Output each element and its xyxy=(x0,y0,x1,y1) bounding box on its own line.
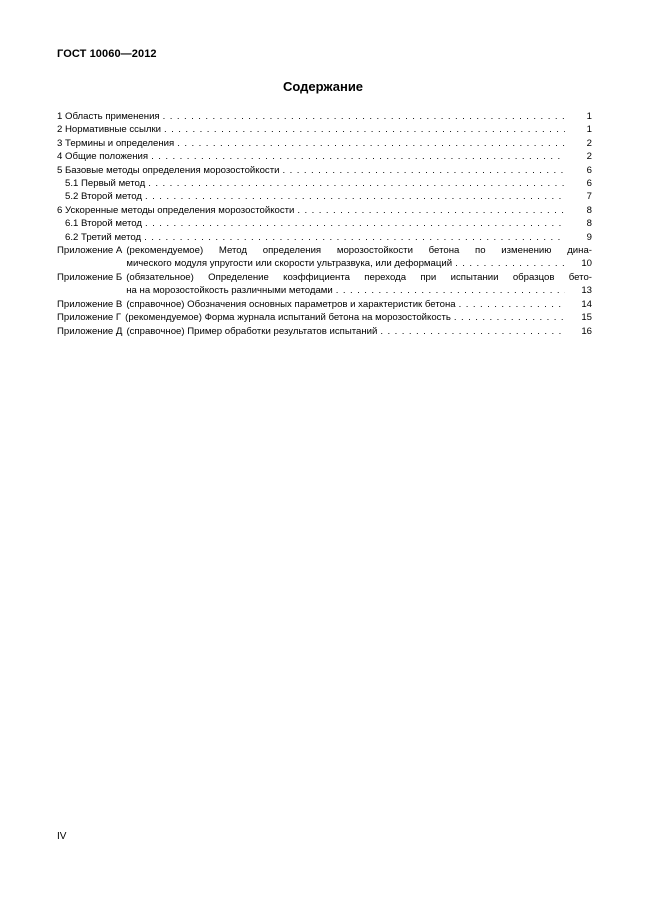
appendix-body xyxy=(126,271,592,298)
toc-entry-text: 2 Нормативные ссылки xyxy=(57,124,162,136)
dot-leader xyxy=(151,150,565,163)
dot-leader xyxy=(455,257,565,270)
toc-page-number: 2 xyxy=(586,137,592,149)
appendix-body xyxy=(126,298,592,311)
appendix-title-line-last xyxy=(126,284,592,297)
appendix-title-text: (рекомендуемое) Форма журнала испытаний бетона на морозостойкость xyxy=(125,312,451,324)
toc-appendix-d[interactable] xyxy=(57,325,592,338)
appendix-label: Приложение Г xyxy=(57,312,122,324)
toc-page-number: 8 xyxy=(586,204,592,216)
toc-page-number: 7 xyxy=(586,191,592,203)
dot-leader xyxy=(297,204,565,217)
toc-subentry[interactable] xyxy=(57,177,592,190)
toc-entry[interactable] xyxy=(57,123,592,136)
appendix-title-text: (справочное) Обозначения основных параметров и характеристик бетона xyxy=(126,298,456,310)
dot-leader xyxy=(380,325,565,338)
dot-leader xyxy=(282,164,565,177)
toc-subentry[interactable] xyxy=(57,190,592,203)
toc-entry-text: 6 Ускоренные методы определения морозостойкости xyxy=(57,204,295,216)
dot-leader xyxy=(164,123,565,136)
dot-leader xyxy=(148,177,565,190)
appendix-title-line-last xyxy=(126,325,592,338)
dot-leader xyxy=(145,190,565,203)
toc-page-number: 1 xyxy=(586,124,592,136)
toc-entry[interactable] xyxy=(57,110,592,123)
toc-entry-text: 5.1 Первый метод xyxy=(65,178,146,190)
dot-leader xyxy=(459,298,565,311)
toc-page-number: 8 xyxy=(586,218,592,230)
appendix-title-text: на на морозостойкость различными методами xyxy=(126,285,333,297)
page-number: IV xyxy=(57,831,67,842)
appendix-title-line-last xyxy=(125,311,592,324)
toc-page-number: 6 xyxy=(586,164,592,176)
toc-entry-text: 6.2 Третий метод xyxy=(65,231,142,243)
appendix-label: Приложение В xyxy=(57,298,123,310)
toc-page-number: 13 xyxy=(581,285,592,297)
dot-leader xyxy=(336,284,565,297)
toc-entry-text: 5 Базовые методы определения морозостойкости xyxy=(57,164,280,176)
toc-subentry[interactable] xyxy=(57,231,592,244)
toc-entry-text: 1 Область применения xyxy=(57,111,160,122)
appendix-body xyxy=(126,244,592,271)
toc-page-number: 15 xyxy=(581,312,592,324)
toc-appendix-g[interactable] xyxy=(57,311,592,324)
toc-title: Содержание xyxy=(282,79,364,94)
toc-page-number: 14 xyxy=(581,298,592,310)
appendix-label: Приложение Д xyxy=(57,325,123,337)
standard-header: ГОСТ 10060—2012 xyxy=(57,48,157,60)
toc-entry[interactable] xyxy=(57,137,592,150)
appendix-title-line-last xyxy=(126,257,592,270)
appendix-title-line: (обязательное) Определение коэффициента перехода при испытании образцов бето- xyxy=(126,271,592,283)
dot-leader xyxy=(163,110,565,123)
toc-entry-text: 5.2 Второй метод xyxy=(65,191,143,203)
toc-entry[interactable] xyxy=(57,164,592,177)
appendix-body xyxy=(125,311,592,324)
toc-page-number: 1 xyxy=(586,111,592,122)
appendix-title-text: (справочное) Пример обработки результатов испытаний xyxy=(126,325,378,337)
toc-page-number: 2 xyxy=(586,151,592,163)
dot-leader xyxy=(144,231,565,244)
dot-leader xyxy=(145,217,565,230)
toc-page-number: 16 xyxy=(581,325,592,337)
toc-appendix-a[interactable] xyxy=(57,244,592,271)
appendix-body xyxy=(126,325,592,338)
toc-entry-text: 6.1 Второй метод xyxy=(65,218,143,230)
toc-appendix-v[interactable] xyxy=(57,298,592,311)
toc-appendix-b[interactable] xyxy=(57,271,592,298)
toc-page-number: 6 xyxy=(586,178,592,190)
appendix-title-text: мического модуля упругости или скорости ультразвука, или деформаций xyxy=(126,258,453,270)
toc-page-number: 10 xyxy=(581,258,592,270)
table-of-contents xyxy=(57,110,592,338)
dot-leader xyxy=(454,311,565,324)
appendix-label: Приложение А xyxy=(57,245,123,257)
toc-subentry[interactable] xyxy=(57,217,592,230)
toc-page-number: 9 xyxy=(586,231,592,243)
appendix-label: Приложение Б xyxy=(57,271,123,283)
toc-entry[interactable] xyxy=(57,150,592,163)
appendix-title-line-last xyxy=(126,298,592,311)
dot-leader xyxy=(177,137,565,150)
toc-entry-text: 3 Термины и определения xyxy=(57,137,175,149)
appendix-title-line: (рекомендуемое) Метод определения морозостойкости бетона по изменению дина- xyxy=(126,245,592,257)
toc-entry[interactable] xyxy=(57,204,592,217)
toc-entry-text: 4 Общие положения xyxy=(57,151,149,163)
